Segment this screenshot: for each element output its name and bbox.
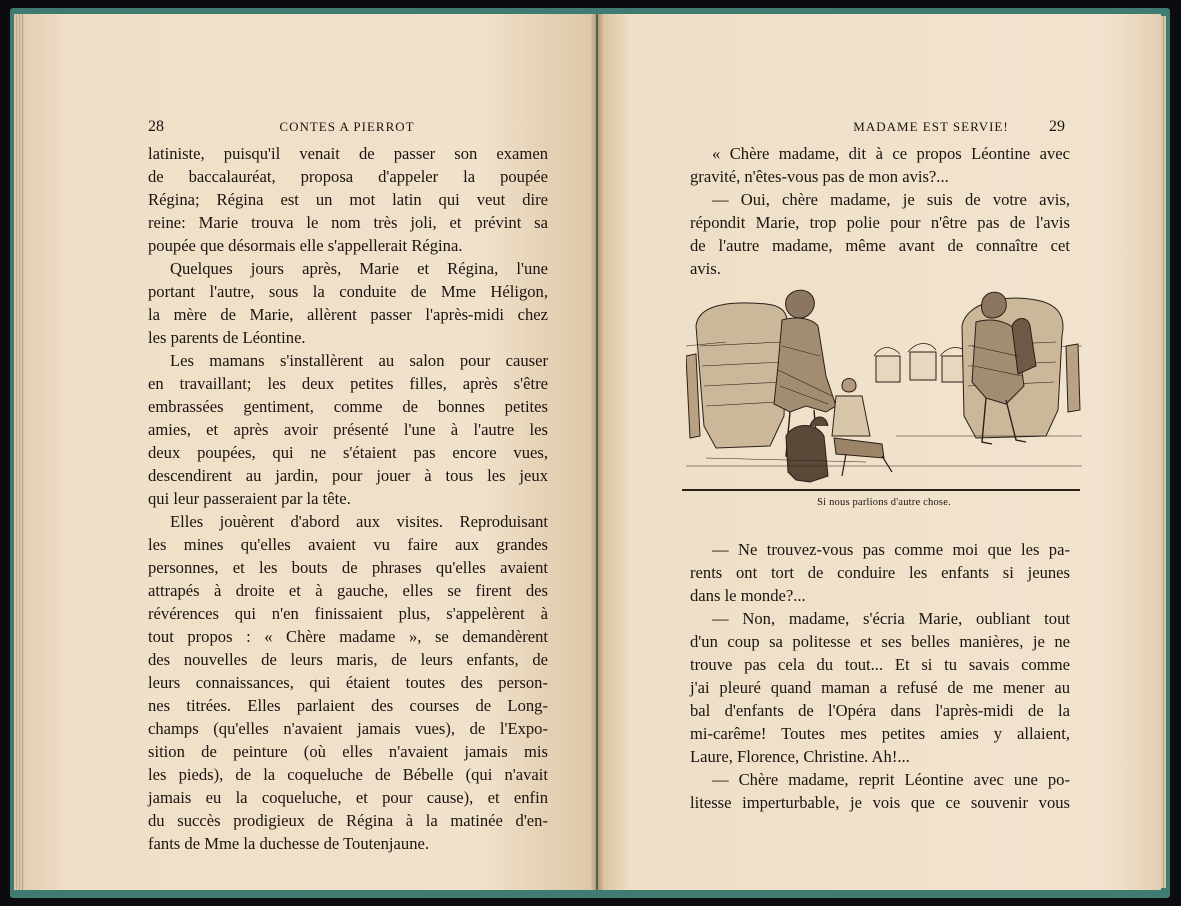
- text-line: gravité, n'êtes-vous pas de mon avis?...: [690, 167, 949, 186]
- text-line: poupée que désormais elle s'appellerait Régina.: [148, 236, 463, 255]
- text-line: révérences qui n'en finissaient plus, s'appelèrent à: [148, 604, 548, 623]
- text-line: les pieds), de la coqueluche de Bébelle (qui n'avait: [148, 765, 548, 784]
- text-line: Régina; Régina est un mot latin qui veut dire: [148, 190, 548, 209]
- text-line: latiniste, puisqu'il venait de passer son examen: [148, 144, 548, 163]
- text-line: litesse imperturbable, je vois que ce souvenir vous: [690, 793, 1070, 812]
- text-line: bal d'enfants de l'Opéra dans l'après-midi de la: [690, 701, 1070, 720]
- figure-dog: [786, 426, 828, 483]
- left-page: [24, 14, 596, 890]
- text-line: des nouvelles de leurs maris, de leurs enfants, de: [148, 650, 548, 669]
- text-line: du succès prodigieux de Régina à la matinée d'en-: [148, 811, 548, 830]
- armchair-left: [696, 303, 787, 448]
- left-running-title: CONTES A PIERROT: [279, 119, 415, 134]
- text-line: de baccalauréat, proposa d'appeler la poupée: [148, 167, 548, 186]
- book-gutter: [590, 14, 604, 890]
- text-line: d'un coup sa politesse et ses belles manières, je ne: [690, 632, 1070, 651]
- text-line: trouve pas cela du tout... Et si tu savais comme: [690, 655, 1070, 674]
- text-line: tout propos : « Chère madame », se demandèrent: [148, 627, 548, 646]
- text-line: « Chère madame, dit à ce propos Léontine avec: [712, 144, 1070, 163]
- text-line: fants de Mme la duchesse de Toutenjaune.: [148, 834, 429, 853]
- text-line: Laure, Florence, Christine. Ah!...: [690, 747, 910, 766]
- right-page-number: 29: [1048, 118, 1065, 135]
- left-body-text: [148, 142, 548, 855]
- right-running-header: [810, 118, 1068, 136]
- right-body-text-lower: [690, 538, 1070, 814]
- text-line: Quelques jours après, Marie et Régina, l'une: [170, 259, 548, 278]
- text-line: attrapés à droite et à gauche, elles se firent des: [148, 581, 548, 600]
- text-line: — Ne trouvez-vous pas comme moi que les pa-: [712, 540, 1070, 559]
- text-line: jamais eu la coqueluche, et pour cause), et enfin: [148, 788, 548, 807]
- text-line: reine: Marie trouva le nom très joli, et prévint sa: [148, 213, 548, 232]
- text-line: les parents de Léontine.: [148, 328, 306, 347]
- text-line: leurs connaissances, qui étaient toutes des person-: [148, 673, 548, 692]
- figure-girl-standing: [786, 290, 815, 318]
- figure-doll-seated: [842, 379, 856, 393]
- text-line: de l'autre madame, même avant de connaître cet: [690, 236, 1070, 255]
- text-line: — Chère madame, reprit Léontine avec une po-: [712, 770, 1070, 789]
- text-line: répondit Marie, trop polie pour n'être pas de l'avis: [690, 213, 1070, 232]
- right-body-text-upper: [690, 142, 1070, 280]
- text-line: j'ai pleuré quand maman a refusé de me mener au: [690, 678, 1070, 697]
- text-line: nes titrées. Elles parlaient des courses de Long-: [148, 696, 548, 715]
- text-line: amies, et après avoir présenté l'une à l'autre les: [148, 420, 548, 439]
- left-running-header: [148, 118, 548, 136]
- text-line: Les mamans s'installèrent au salon pour causer: [170, 351, 548, 370]
- right-running-title: MADAME EST SERVIE!: [853, 119, 1009, 134]
- text-line: dans le monde?...: [690, 586, 806, 605]
- left-page-number: 28: [148, 118, 164, 135]
- illustration: [686, 286, 1082, 494]
- text-line: en travaillant; les deux petites filles, après s'être: [148, 374, 548, 393]
- text-line: qui leur passeraient par la tête.: [148, 489, 351, 508]
- illustration-rule: [682, 489, 1080, 491]
- text-line: mi-carême! Toutes mes petites amies y allaient,: [690, 724, 1070, 743]
- text-line: la mère de Marie, allèrent passer l'après-midi chez: [148, 305, 548, 324]
- text-line: — Non, madame, s'écria Marie, oubliant tout: [712, 609, 1070, 628]
- figure-girl-seated: [981, 292, 1006, 318]
- text-line: champs (qu'elles n'avaient jamais vues), de l'Expo-: [148, 719, 548, 738]
- text-line: descendirent au jardin, pour jouer à tous les jeux: [148, 466, 548, 485]
- text-line: — Oui, chère madame, je suis de votre avis,: [712, 190, 1070, 209]
- text-line: avis.: [690, 259, 721, 278]
- text-line: sition de peinture (où elles n'avaient jamais mis: [148, 742, 548, 761]
- text-line: rents ont tort de conduire les enfants si jeunes: [690, 563, 1070, 582]
- right-page: [598, 14, 1161, 890]
- text-line: personnes, et les bouts de phrases qu'elles avaient: [148, 558, 548, 577]
- text-line: Elles jouèrent d'abord aux visites. Reproduisant: [170, 512, 548, 531]
- illustration-caption: Si nous parlions d'autre chose.: [817, 497, 951, 508]
- illustration-engraving: [686, 286, 1082, 494]
- text-line: embrassées gentiment, comme de bonnes petites: [148, 397, 548, 416]
- text-line: les mines qu'elles avaient vu faire aux grandes: [148, 535, 548, 554]
- text-line: deux poupées, qui ne s'étaient pas encore vues,: [148, 443, 548, 462]
- text-line: portant l'autre, sous la conduite de Mme Héligon,: [148, 282, 548, 301]
